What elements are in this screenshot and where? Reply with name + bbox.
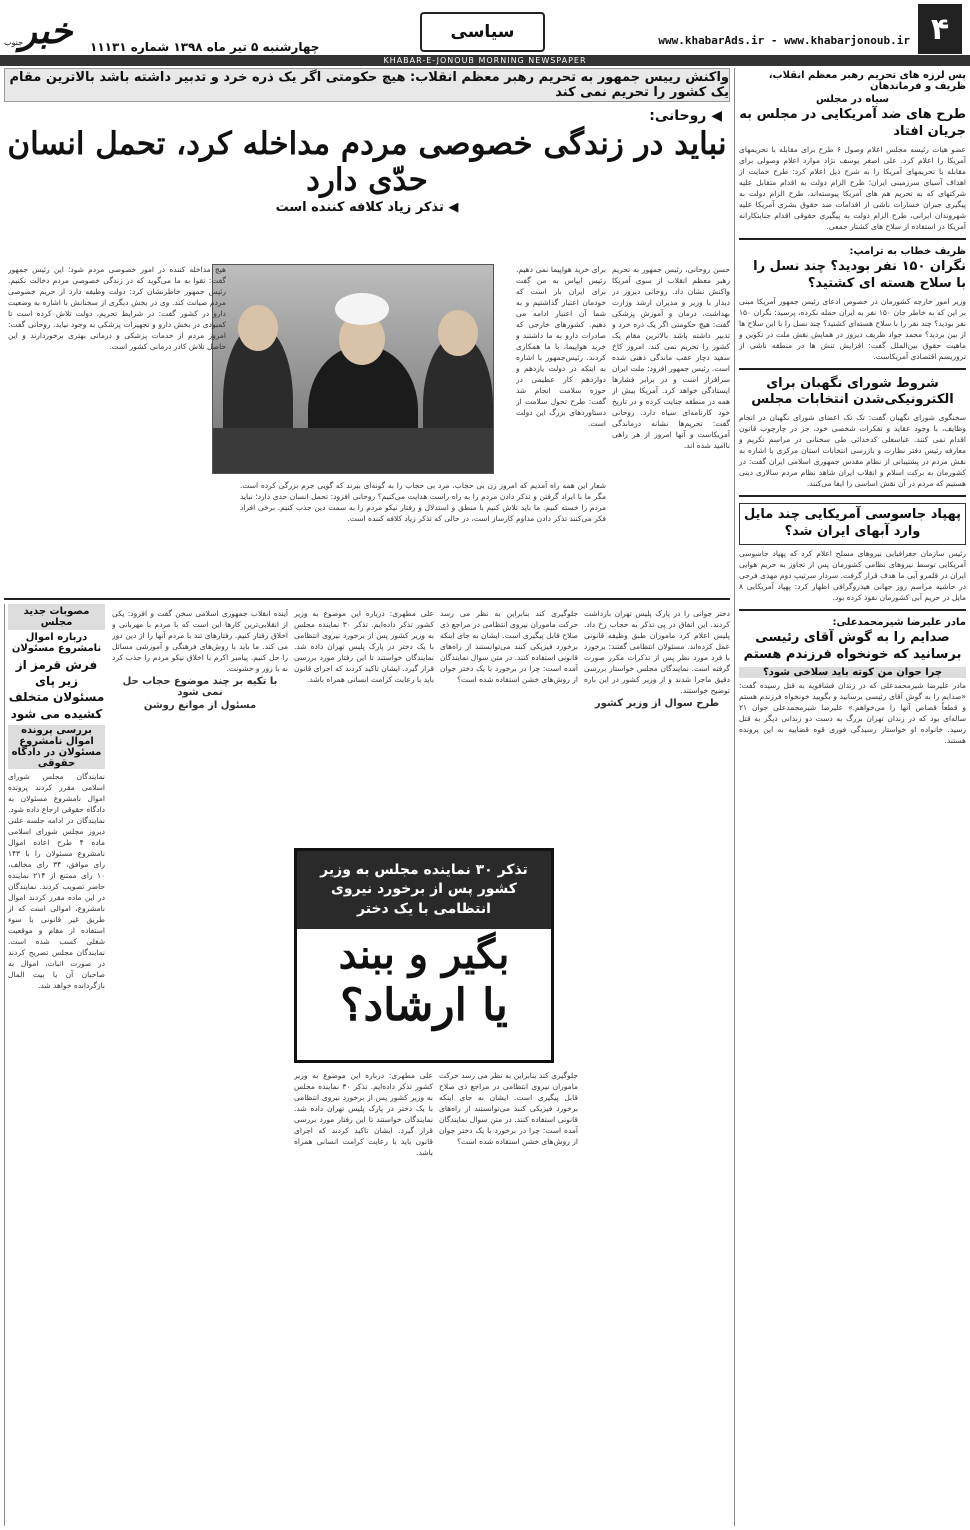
divider <box>739 609 966 611</box>
right-column <box>734 68 966 1526</box>
turban <box>335 293 389 325</box>
feature-box-line-1: بگیر و ببند <box>338 931 510 978</box>
article-headline: شروط شورای نگهبان برای الکترونیکی‌شدن انتخابات مجلس <box>751 375 954 408</box>
divider <box>4 598 730 600</box>
article-tahrim <box>739 70 966 232</box>
newspaper-logo <box>6 6 86 56</box>
article-headline: طرح های ضد آمریکایی در مجلس به جریان افتاد <box>739 107 966 139</box>
feature-box <box>294 848 554 1063</box>
divider <box>739 368 966 370</box>
face-right <box>438 310 478 356</box>
section-label: سیاسی <box>420 12 545 52</box>
lead-col-3: شعار این همه راه آمدیم که امروز زن بی حجاب، مرد بی حجاب را به گونه‌ای ببرند که گویی جرم بزرگی کرده است. مگر ما با ایراد گرفتن و تذکر دادن مردم را به راه راست هدایت می‌کنیم؟ روحانی افزود: تحمل انسان حدی دارد؛ نباید مردم را خسته کنیم. ما باید تلاش کنیم با منطق و استدلال و رفتار نیکو مردم را به سمت دین جذب کنیم. برخی افراد فکر می‌کنند تذکر دادن مداوم کارساز است، در حالی که تذکر زیاد کلافه کننده است. <box>240 481 606 523</box>
article-guardian-council <box>739 376 966 490</box>
main-area <box>4 68 730 1526</box>
feature-box-line-2: یا ارشاد؟ <box>340 980 508 1031</box>
feature-box-title: تذکر ۳۰ نماینده مجلس به وزیر کشور پس از برخورد نیروی انتظامی با یک دختر <box>297 851 551 929</box>
article-headline: صدایم را به گوش آقای رئیسی برسانید که خونخواه فرزندم هستم <box>743 630 962 663</box>
bottom-col-2: جلوگیری کند بنابراین به نظر می رسد حرکت ماموران نیروی انتظامی در مراجع ذی صلاح قابل پیگیری است. ایشان به جای اینکه برخورد فیزیکی کنند می‌توانستند از راه‌های قانونی استفاده کنند. در متن سوال نمایندگان آمده است: چرا در برخورد با یک دختر جوان از روش‌های خشن استفاده شده است؟ <box>440 609 578 684</box>
article-headline: پهپاد جاسوسی آمریکایی چند مایل وارد آبهای ایران شد؟ <box>739 503 966 545</box>
article-subhead: چرا حوان من کوته باید سلاخی شود؟ <box>739 667 966 678</box>
logo-text: خبر <box>19 10 73 52</box>
left-story-body: نمایندگان مجلس شورای اسلامی مقرر کردند پرونده اموال نامشروع مسئولان به دادگاه حقوقی ارجاع داده شود. نمایندگان در ادامه جلسه علنی دیروز مجلس شورای اسلامی ماده ۴ طرح اعاده اموال نامشروع مسئولان را با ۱۴۳ رای موافق، ۳۴ رای مخالف، ۱۰ رای ممتنع از ۲۱۴ نماینده حاضر تصویب کردند. نمایندگان در این ماده مقرر کردند اموال نامشروع، اموالی است که از طریق غیر قانونی یا سوء استفاده از مقام و موقعیت شغلی کسب شده است. نمایندگان مجلس تصریح کردند در صورت اثبات، اموال به صاحبان آن یا بیت المال بازگردانده خواهد شد. <box>8 771 105 990</box>
bottom-continued <box>294 1070 578 1526</box>
bottom-col-1 <box>584 608 730 1526</box>
lead-col-4: هیچ مداخله کننده در امور خصوصی مردم شود؛ این رئیس جمهور گفت: تقوا به ما می‌گوید که در زندگی خصوصی مردم دخالت نکنیم. رئیس جمهور خاطرنشان کرد: دولت وظیفه دارد از حریم خصوصی مردم صیانت کند. وی در بخش دیگری از سخنانش با اشاره به وضعیت دارو در کشور گفت: در شرایط تحریم، دولت تلاش کرده است تا کمبودی در بخش دارو و تجهیزات پزشکی به وجود نیاید. روحانی گفت: امروز مردم از خدمات پزشکی و درمانی بهتری برخوردارند و این حاصل تلاش کادر درمانی کشور است. <box>8 265 226 351</box>
lead-col-2: برای خرید هواپیما نمی دهیم. رئیس ایپاس به من گفت برای ایران بار است که خودمان اعتبار گذاشتیم و به شما آن اعتبار ادامه می دهیم. کشورهای خارجی که صادرات دارو به ما داشتند و خرید هواپیما، با ما همکاری کردند. رئیس‌جمهور با اشاره به اینکه در دولت یازدهم و دوازدهم کار عظیمی در حوزه سلامت انجام شد گفت: طرح تحول سلامت از دستاوردهای بزرگ این دولت است. <box>516 265 606 428</box>
bottom-continued-text-2: علی مطهری: درباره این موضوع به وزیر کشور تذکر داده‌ایم. تذکر ۳۰ نماینده مجلس به وزیر کشور پس از برخورد نیروی انتظامی با یک دختر در پارک پلیس تهران داده شد. نمایندگان خواستند تا این رفتار مورد بررسی قرار گیرد. ایشان تاکید کردند که اجرای قانون باید با رعایت کرامت انسانی همراه باشد. <box>294 1071 433 1157</box>
lead-col-1: حسن روحانی، رئیس جمهور به تحریم رهبر معظم انقلاب از سوی آمریکا واکنش نشان داد. روحانی دیروز در دیدار با وزیر و مدیران ارشد وزارت بهداشت، درمان و آموزش پزشکی گفت: هیچ حکومتی اگر یک ذره خرد و تدبیر داشته باشد بالاترین مقام یک کشور را تحریم نمی کند. امروز کاخ سفید دچار عقب ماندگی ذهنی شده است. رئیس جمهور افزود: ملت ایران سرافراز است و در برابر فشارها ایستادگی خواهد کرد. آمریکا بیش از همه در منطقه جنایت کرده و در تاریخ خود کارنامه‌ای سیاه دارد. روحانی گفت: تحریم‌ها نشانه درماندگی آمریکاست و آنها امروز از هر راهی ناامید شده اند. <box>612 265 730 450</box>
article-kicker: پس لرزه های تحریم رهبر معظم انقلاب، ظریف و فرماندهان <box>768 70 966 92</box>
article-body: مادر علیرضا شیرمحمدعلی که در زندان فشافویه به قتل رسیده گفت: «صدایم را به گوش آقای رئیسی برسانید و بگویید خونخواه فرزندم هستم و قطعاً قصاص آنها را می‌خواهم.» علیرضا شیرمحمدعلی جوان ۲۱ ساله‌ای بود که در زندان تهران بزرگ به دست دو زندانی دیگر به قتل رسید. خانواده او خواستار رسیدگی فوری قوه قضاییه به این پرونده هستند. <box>739 680 966 745</box>
article-body: سخنگوی شورای نگهبان گفت: تک تک اعضای شورای نگهبان در انجام وظایف، با وجود عقاید و تفکرات شخصی خود، جز در چارچوب قانون اقدام نمی کنند. عباسعلی کدخدائی طی سخنانی در مراسم تکریم و معارفه رئیس دفتر نظارت و بازرسی انتخابات استان مرکزی با اشاره به نقش مردم در پشتیبانی از نظام مقدس جمهوری اسلامی ایران گفت: در کشورمان به برکت اسلام و انقلاب ایران شاهد نظام مردم سالاری دینی هستیم که مردم در آن نقش اساسی را ایفا می‌کنند. <box>739 413 966 489</box>
left-story-kicker: درباره اموال نامشروع مسئولان <box>11 632 102 654</box>
issue-date: چهارشنبه ۵ تیر ماه ۱۳۹۸ شماره ۱۱۱۳۱ <box>90 40 320 54</box>
bottom-col-3: علی مطهری: درباره این موضوع به وزیر کشور تذکر داده‌ایم. تذکر ۳۰ نماینده مجلس به وزیر کشور پس از برخورد نیروی انتظامی با یک دختر در پارک پلیس تهران داده شد. نمایندگان خواستند تا این رفتار مورد بررسی قرار گیرد. ایشان تاکید کردند که اجرای قانون باید با رعایت کرامت انسانی همراه باشد. <box>294 609 434 684</box>
article-kicker: ظریف خطاب به ترامپ: <box>849 245 966 257</box>
bottom-col-4-subhead-2: مسئول از موانع روشن <box>143 700 257 711</box>
face-left <box>238 305 278 351</box>
masthead <box>0 0 970 62</box>
bottom-col-1-subhead: طرح سوال از وزیر کشور <box>594 698 720 709</box>
article-body: وزیر امور خارجه کشورمان در خصوص ادعای رئیس جمهور آمریکا مبنی بر این که به خاطر جان ۱۵۰ نفر به ایران حمله نکرده، پرسید: نگران ۱۵۰ نفر بودید؟ چند نفر را با سلاح هسته‌ای کشتید؟ چند نسل را با این سلاح ها از بین بردید؟ محمد جواد ظریف دیروز در همایش نقش ملت در تکوین و ماهیت حقوق بین‌الملل گفت: افزایش تنش ها در منطقه ناشی از تروریسم اقتصادی آمریکاست. <box>739 296 966 361</box>
lead-subheadline: ◀ تذکر زیاد کلافه کننده است <box>275 200 459 215</box>
article-kicker-2: سیاه در مجلس <box>815 94 890 105</box>
bottom-col-4-text: آینده انقلاب جمهوری اسلامی سخن گفت و افزود: یکی از انقلابی‌ترین کارها این است که با مردم با مهربانی و اخلاق رفتار کنیم. رفتارهای تند با مردم آنها را از دین دور می کند. ما باید با روش‌های فرهنگی و آموزشی مسائل را حل کنیم. پیامبر اکرم با اخلاق نیکو مردم را جذب کرد نه با زور و خشونت. <box>112 609 288 673</box>
top-banner: واکنش رییس جمهور به تحریم رهبر معظم انقلاب: هیچ حکومتی اگر یک ذره خرد و تدبیر داشته باشد بالاترین مقام یک کشور را تحریم نمی کند <box>4 68 730 102</box>
left-story-title: فرش قرمز از زیر پای مسئولان متخلف کشیده می شود <box>8 658 105 721</box>
english-name-bar: KHABAR-E-JONOUB MORNING NEWSPAPER <box>0 55 970 66</box>
article-body: عضو هیات رئیسه مجلس اعلام وصول ۶ طرح برای مقابله با تحریمهای آمریکا را اعلام کرد. علی اصغر یوسف نژاد موارد اعلام وصولی برای مقابله با تحریمهای آمریکا را به شرح ذیل اعلام کرد: طرح حمایت از اهداف آسیای سرزمینی ایران؛ طرح الزام دولت به اقدام متقابل علیه شرکتهای که به تحریم هم های آمریکا پیوسته‌اند، طرح الزام دولت به پیگیری جبران خسارات ناشی از اقدامات ضد حقوق بشری آمریکا علیه شهروندان ایرانی، طرح الزام دولت به پیگیری حقوقی اقدام جنایتکارانه آمریکا در استفاده از سلاح های کشتار جمعی. <box>739 144 966 231</box>
article-headline: نگران ۱۵۰ نفر بودید؟ چند نسل را با سلاح هسته ای کشتید؟ <box>753 258 966 291</box>
article-mother <box>739 617 966 746</box>
page-number: ۴ <box>918 4 962 54</box>
article-kicker: مادر علیرضا شیرمحمدعلی: <box>832 617 966 629</box>
lead-subheadline-text: تذکر زیاد کلافه کننده است <box>275 200 444 215</box>
bottom-col-1-text: دختر جوانی را در پارک پلیس تهران بازداشت کردند. این اتفاق در پی تذکر به حجاب رخ داد. پلیس اعلام کرد ماموران طبق وظیفه قانونی عمل کرده‌اند. مسئولان انتظامی گفتند: برخورد با فرد مورد نظر پس از تذکرات مکرر صورت گرفته است. نمایندگان مجلس خواستار بررسی دقیق ماجرا شدند و از وزیر کشور در این باره توضیح خواستند. <box>584 609 730 695</box>
bottom-col-4-subhead: با تکیه بر چند موضوع حجاب حل نمی شود <box>122 676 278 698</box>
divider <box>739 495 966 497</box>
divider <box>739 238 966 240</box>
article-body: رئیس سازمان جغرافیایی نیروهای مسلح اعلام کرد که پهپاد جاسوسی آمریکایی توسط نیروهای نظامی کشورمان پس از تجاوز به حریم هوایی ایران در قلمرو آبی ما هدف قرار گرفت. سردار سرتیپ دوم مهدی فرحی در حاشیه مراسم روز جهانی هیدروگرافی اظهار کرد: پهپاد آمریکایی ۸ مایل در حریم آبی کشورمان نفوذ کرده بود. <box>739 549 966 603</box>
lead-headline: نباید در زندگی خصوصی مردم مداخله کرد، تحمل انسان حدّی دارد <box>7 126 727 198</box>
article-drone <box>739 503 966 603</box>
site-url[interactable]: www.khabarAds.ir - www.khabarjonoub.ir <box>658 34 910 47</box>
desk <box>213 428 493 473</box>
left-story-sub: بررسی پرونده اموال نامشروع مسئولان در دادگاه حقوقی <box>8 725 105 769</box>
rouhani-photo <box>212 264 494 474</box>
bottom-col-4 <box>112 608 288 1526</box>
lead-kicker: ◀ روحانی: <box>649 108 722 124</box>
article-zarif <box>739 246 966 362</box>
left-story-column <box>4 604 108 1526</box>
lead-kicker-text: روحانی: <box>649 108 707 124</box>
bottom-continued-text: جلوگیری کند بنابراین به نظر می رسد حرکت ماموران نیروی انتظامی در مراجع ذی صلاح قابل پیگیری است. ایشان به جای اینکه برخورد فیزیکی کنند می‌توانستند از راه‌های قانونی استفاده کنند. در متن سوال نمایندگان آمده است: چرا در برخورد با یک دختر جوان از روش‌های خشن استفاده شده است؟ <box>439 1071 578 1146</box>
logo-subtitle: جنوب <box>4 38 24 47</box>
left-story-head: مصوبات جدید مجلس <box>8 604 105 630</box>
